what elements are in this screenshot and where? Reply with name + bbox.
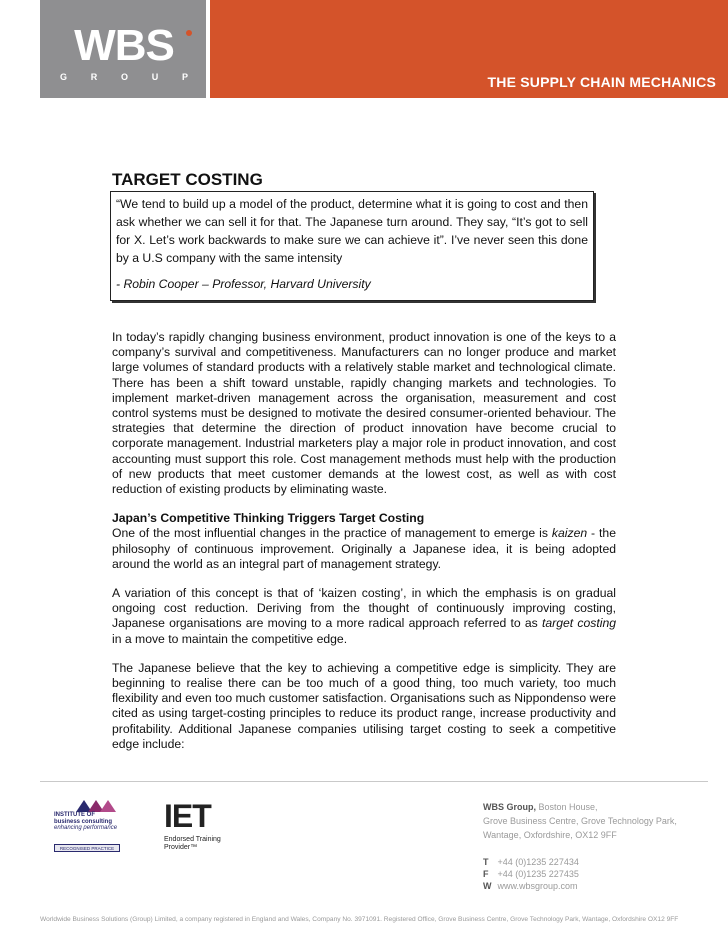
company-name: WBS Group, bbox=[483, 802, 536, 812]
iobc-band: RECOGNISED PRACTICE bbox=[54, 844, 120, 852]
iobc-emblem-icon bbox=[76, 800, 120, 812]
address-line: Grove Business Centre, Grove Technology Park, bbox=[483, 816, 677, 826]
iet-sub-line: Endorsed Training bbox=[164, 836, 221, 843]
address-line: Wantage, Oxfordshire, OX12 9FF bbox=[483, 830, 617, 840]
logo-letter: P bbox=[181, 72, 188, 82]
legal-notice: Worldwide Business Solutions (Group) Limited, a company registered in England and Wales, Company No. 3971091. Registered Office, Grove Business Centre, Grove Technology Park, Wantage, Oxfordshire OX12 9FF bbox=[40, 916, 679, 923]
iobc-line: business consulting bbox=[54, 818, 113, 825]
kaizen-term: kaizen bbox=[551, 526, 588, 541]
fax-value: +44 (0)1235 227435 bbox=[497, 869, 579, 879]
logo-letter: R bbox=[90, 72, 98, 82]
iobc-text bbox=[54, 812, 117, 832]
web-label: W bbox=[483, 881, 492, 891]
iet-logo bbox=[164, 800, 254, 870]
iobc-line: enhancing performance bbox=[54, 825, 118, 831]
paragraph-kaizen-costing-a: A variation of this concept is that of ‘kaizen costing’, in which the emphasis is on gradual ongoing cost reduction. Deriving from the thought of continuously improving costing, Japanese organisations are moving to a more radical approach referred to as bbox=[112, 586, 616, 631]
address-line bbox=[483, 800, 677, 814]
contact-web bbox=[483, 880, 579, 892]
header-tagline: THE SUPPLY CHAIN MECHANICS bbox=[487, 74, 716, 90]
iet-logo-text: IET bbox=[164, 798, 211, 834]
paragraph-kaizen-costing bbox=[112, 586, 616, 647]
paragraph-intro: In today’s rapidly changing business environment, product innovation is one of the keys to a company’s survival and competitiveness. Manufacturers can no longer produce and market large volumes of standard products with a relatively stable market and technological climate. There has been a shift toward unstable, rapidly changing markets and technologies. To implement market-driven management across the organisation, measurement and cost control systems must be designed to motivate the desired consumer-oriented behaviour. The strategies that determine the direction of product innovation have become crucial to corporate management. Industrial marketers play a major role in product innovation, and cost accounting must support this role. Cost management methods must help with the production of new products that meet customer demands at the lowest cost, as well as with cost reduction of existing products by eliminating waste. bbox=[112, 330, 616, 497]
section-subheading: Japan’s Competitive Thinking Triggers Target Costing bbox=[112, 511, 425, 526]
iobc-line: INSTITUTE OF bbox=[54, 812, 95, 818]
quote-text: “We tend to build up a model of the product, determine what it is going to cost and then ask whether we can sell it for that. The Japanese turn around. They say, “It’s got to sell for X. Let’s work backwards to make sure we can achieve it”. I’ve never seen this done by a U.S company with the same intensity bbox=[116, 197, 588, 265]
contact-details bbox=[483, 856, 579, 892]
section-kaizen bbox=[112, 511, 616, 572]
paragraph-kaizen-costing-b: in a move to maintain the competitive edge. bbox=[112, 631, 348, 646]
target-costing-term: target costing bbox=[542, 616, 616, 631]
iobc-logo bbox=[54, 800, 120, 854]
quote-author: - Robin Cooper – Professor, Harvard University bbox=[116, 277, 371, 291]
address-building: Boston House, bbox=[536, 802, 598, 812]
page-header bbox=[0, 0, 728, 98]
iet-subtitle bbox=[164, 836, 254, 852]
phone-label: T bbox=[483, 857, 489, 867]
header-band bbox=[210, 0, 728, 98]
wbs-logo bbox=[40, 0, 206, 98]
contact-phone bbox=[483, 856, 579, 868]
quote-box bbox=[110, 191, 594, 301]
iet-sub-line: Provider™ bbox=[164, 844, 198, 851]
logo-group-letters bbox=[54, 72, 194, 82]
logo-letter: O bbox=[120, 72, 128, 82]
footer-divider bbox=[40, 781, 708, 782]
paragraph-simplicity: The Japanese believe that the key to achieving a competitive edge is simplicity. They are beginning to realise there can be too much of a good thing, too much variety, too much flexibility and even too much customer satisfaction. Organisations such as Nippondenso were cited as using target-costing principles to reduce its product range, increase productivity and profitability. Additional Japanese companies utilising target costing to seek a competitive edge include: bbox=[112, 660, 616, 751]
logo-letter: U bbox=[151, 72, 159, 82]
logo-letter: G bbox=[60, 72, 68, 82]
article-body bbox=[112, 330, 616, 766]
phone-value: +44 (0)1235 227434 bbox=[497, 857, 579, 867]
paragraph-kaizen-a: One of the most influential changes in the practice of management to emerge is bbox=[112, 526, 552, 541]
web-link[interactable]: www.wbsgroup.com bbox=[497, 881, 578, 891]
company-address bbox=[483, 800, 677, 842]
logo-dot-icon bbox=[186, 30, 192, 36]
logo-text: WBS bbox=[74, 21, 174, 70]
fax-label: F bbox=[483, 869, 489, 879]
page-title: TARGET COSTING bbox=[112, 170, 263, 189]
contact-fax bbox=[483, 868, 579, 880]
paragraph-kaizen-b: - the philosophy of continuous improvement. Originally a Japanese idea, it is being adopted around the world as an integral part of management strategy. bbox=[112, 526, 616, 571]
